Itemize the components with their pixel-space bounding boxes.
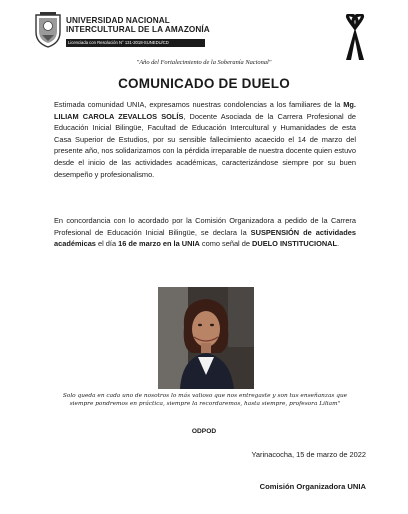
signature: Comisión Organizadora UNIA (259, 482, 366, 491)
memorial-portrait-photo (158, 287, 254, 389)
paragraph1-intro: Estimada comunidad UNIA, expresamos nuestras condolencias a los familiares de la (54, 100, 344, 109)
letterhead (34, 12, 374, 52)
paragraph2-mid2: como señal de (199, 239, 253, 249)
university-name-line2: INTERCULTURAL DE LA AMAZONÍA (66, 25, 210, 34)
place-date: Yarinacocha, 15 de marzo de 2022 (251, 450, 366, 459)
university-shield-logo-icon (34, 12, 62, 48)
university-name-line1: UNIVERSIDAD NACIONAL (66, 16, 170, 25)
paragraph2-intro: En concordancia con lo acordado por la Comisión Organizadora a pedido de la Carrera Profesional de Educación Inicial Bilingüe, se declara la (54, 216, 356, 237)
portrait-illustration (158, 287, 254, 389)
odpod-label: ODPOD (191, 428, 217, 435)
university-name (66, 16, 226, 34)
duelo-text: DUELO INSTITUCIONAL (252, 239, 338, 249)
paragraph2-mid: el día (95, 239, 119, 249)
mourning-ribbon-icon (343, 14, 367, 62)
suspension-date: 16 de marzo en la UNIA (118, 239, 200, 249)
condolence-paragraph (54, 99, 356, 180)
suspension-text: SUSPENSIÓN de actividades académicas (54, 227, 356, 249)
paragraph2-end: . (337, 239, 340, 249)
deceased-name: Mg. LILIAM CAROLA ZEVALLOS SOLÍS (54, 100, 356, 121)
memorial-quote: Solo queda en cada uno de nosotros lo más valioso que nos entregaste y son tus enseñanzas que siempre pondremos en práctica, siempre la recordaremos, hasta siempre, profesora Liliam" (62, 393, 348, 408)
page-title: COMUNICADO DE DUELO (118, 76, 290, 91)
license-banner: Licenciada con Resolución N° 131-2018-SUNEDU/CD (66, 39, 205, 47)
paragraph1-body: , Docente Asociada de la Carrera Profesional de Educación Inicial Bilingüe, Facultad de Educación Intercultural y Humanidades de esta Casa Superior de Estudios, por su sensible fallecimiento acaecido el 14 de marzo del presente año, nos solidarizamos con la pérdida irreparable de nuestra docente quien estuvo desde el inicio de las actividades académicas, caracterizándose siempre por su buen desempeño y profesionalismo. (54, 111, 357, 179)
suspension-paragraph (54, 215, 356, 250)
year-motto: "Año del Fortalecimiento de la Soberanía Nacional" (136, 59, 272, 66)
